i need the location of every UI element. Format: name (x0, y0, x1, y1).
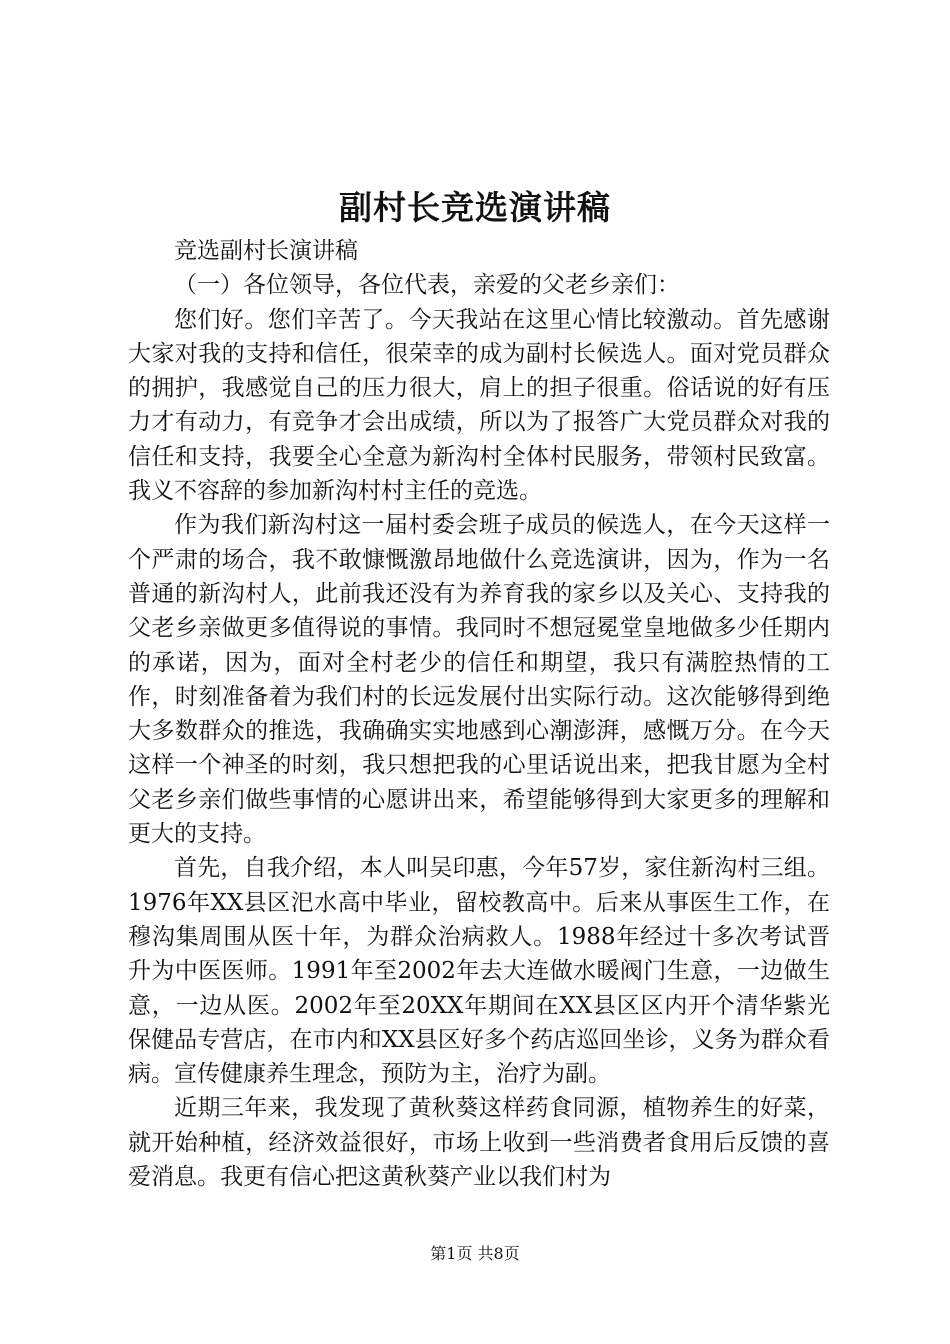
document-title: 副村长竞选演讲稿 (339, 188, 611, 227)
page-footer: 第1页 共8页 (430, 1244, 520, 1263)
paragraph: 近期三年来，我发现了黄秋葵这样药食同源，植物养生的好菜，就开始种植，经济效益很好，市场上收到一些消费者食用后反馈的喜爱消息。我更有信心把这黄秋葵产业以我们村为 (128, 1095, 830, 1191)
paragraph: 您们好。您们辛苦了。今天我站在这里心情比较激动。首先感谢大家对我的支持和信任，很荣幸的成为副村长候选人。面对党员群众的拥护，我感觉自己的压力很大，肩上的担子很重。俗话说的好有压力才有动力，有竞争才会出成绩，所以为了报答广大党员群众对我的信任和支持，我要全心全意为新沟村全体村民服务，带领村民致富。我义不容辞的参加新沟村村主任的竞选。 (128, 306, 830, 505)
paragraph-salutation: （一）各位领导，各位代表，亲爱的父老乡亲们： (174, 272, 680, 299)
paragraph-heading: 竞选副村长演讲稿 (174, 238, 358, 264)
document-body (128, 234, 830, 1194)
paragraph: 作为我们新沟村这一届村委会班子成员的候选人，在今天这样一个严肃的场合，我不敢慷慨激昂地做什么竞选演讲，因为，作为一名普通的新沟村人，此前我还没有为养育我的家乡以及关心、支持我的父老乡亲做更多值得说的事情。我同时不想冠冕堂皇地做多少任期内的承诺，因为，面对全村老少的信任和期望，我只有满腔热情的工作，时刻准备着为我们村的长远发展付出实际行动。这次能够得到绝大多数群众的推选，我确确实实地感到心潮澎湃，感慨万分。在今天这样一个神圣的时刻，我只想把我的心里话说出来，把我甘愿为全村父老乡亲们做些事情的心愿讲出来，希望能够得到大家更多的理解和更大的支持。 (128, 512, 830, 848)
paragraph: 首先，自我介绍，本人叫吴印惠，今年57岁，家住新沟村三组。1976年XX县区汜水高中毕业，留校教高中。后来从事医生工作，在穆沟集周围从医十年，为群众治病救人。1988年经过十多次考试晋升为中医医师。1991年至2002年去大连做水暖阀门生意，一边做生意，一边从医。2002年至20XX年期间在XX县区区内开个清华紫光保健品专营店，在市内和XX县区好多个药店巡回坐诊，义务为群众看病。宣传健康养生理念，预防为主，治疗为副。 (128, 855, 830, 1088)
